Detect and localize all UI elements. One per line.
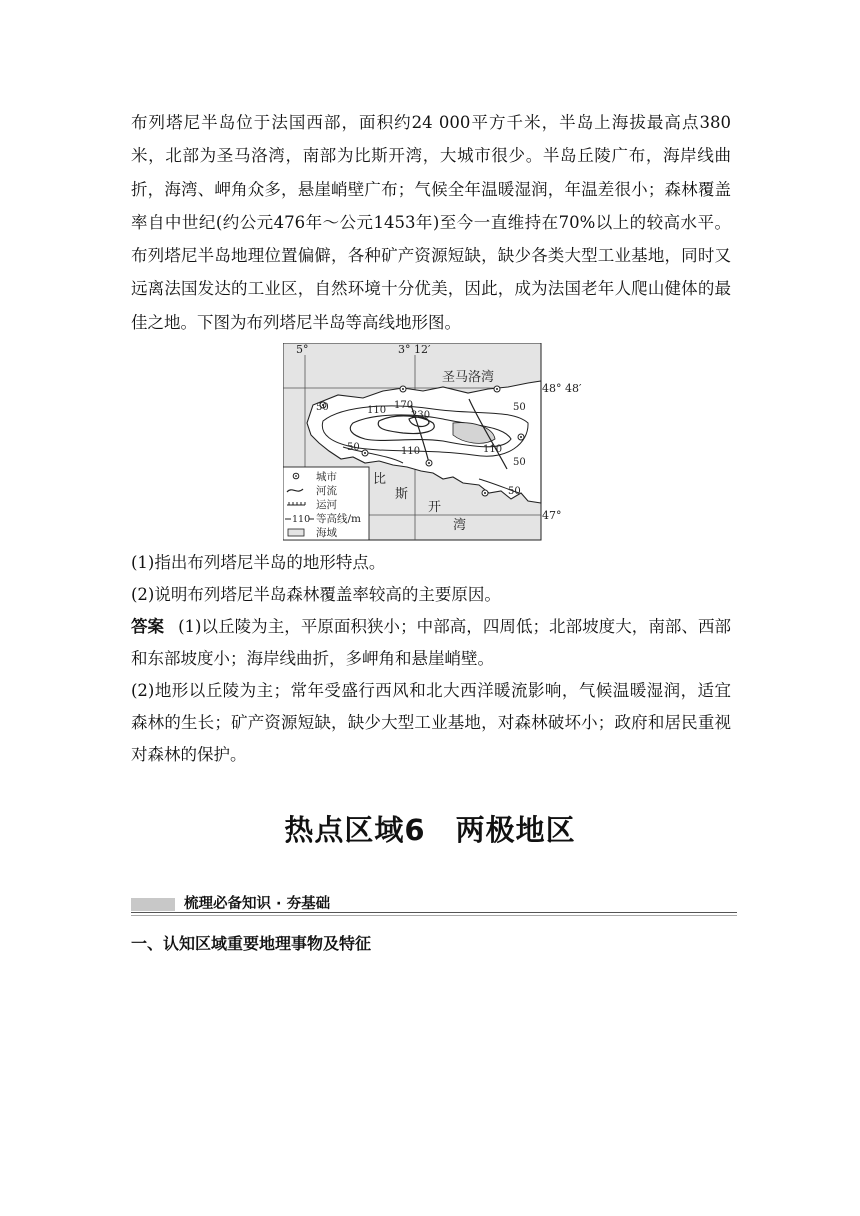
section-rule — [131, 915, 737, 916]
contour-label: 110 — [483, 444, 503, 455]
contour-label: 230 — [411, 410, 431, 421]
bay-south-char: 湾 — [453, 518, 467, 533]
section-label: 梳理必备知识 · 夯基础 — [184, 896, 331, 912]
legend-city-icon — [295, 475, 297, 477]
legend-label: 等高线/m — [316, 513, 361, 525]
answer-label: 答案 — [131, 617, 165, 636]
contour-label: 110 — [367, 405, 387, 416]
answer-2: (2)地形以丘陵为主；常年受盛行西风和北大西洋暖流影响，气候温暖湿润，适宜森林的生长；矿产资源短缺，缺少大型工业基地，对森林破坏小；政府和居民重视对森林的保护。 — [131, 681, 731, 764]
legend-sea-icon — [288, 529, 304, 536]
latitude-south-label: 47° — [542, 509, 562, 522]
section-rule — [131, 912, 737, 913]
question-1: (1)指出布列塔尼半岛的地形特点。 — [131, 553, 386, 572]
bay-north-label: 圣马洛湾 — [442, 370, 495, 385]
hotspot-title: 热点区域6 两极地区 — [284, 813, 576, 847]
contour-label: 50 — [513, 457, 526, 468]
bay-south-char: 开 — [428, 500, 442, 515]
subheading: 一、认知区域重要地理事物及特征 — [131, 934, 372, 953]
latitude-north-label: 48° 48′ — [542, 382, 582, 395]
section-marker-block — [131, 898, 175, 911]
question-answer-block — [131, 547, 731, 771]
contour-label: 170 — [394, 400, 414, 411]
legend-label: 海域 — [316, 527, 337, 539]
contour-label: 50 — [316, 402, 329, 413]
longitude-west-label: 5° — [296, 343, 309, 356]
contour-label: 50 — [347, 442, 360, 453]
longitude-east-label: 3° 12′ — [398, 343, 431, 356]
intro-text — [131, 106, 731, 339]
question-2: (2)说明布列塔尼半岛森林覆盖率较高的主要原因。 — [131, 585, 501, 604]
legend-label: 城市 — [316, 471, 337, 483]
bay-south-char: 斯 — [395, 487, 409, 502]
section-header — [131, 893, 737, 915]
intro-paragraph: 布列塔尼半岛位于法国西部，面积约24 000平方千米，半岛上海拔最高点380米，北部为圣马洛湾，南部为比斯开湾，大城市很少。半岛丘陵广布，海岸线曲折，海湾、岬角众多，悬崖峭壁广布；气候全年温暖湿润，年温差很小；森林覆盖率自中世纪(约公元476年～公元1453年)至今一直维持在70%以上的较高水平。布列塔尼半岛地理位置偏僻，各种矿产资源短缺，缺少各类大型工业基地，同时又远离法国发达的工业区，自然环境十分优美，因此，成为法国老年人爬山健体的最佳之地。下图为布列塔尼半岛等高线地形图。 — [131, 113, 731, 332]
contour-label: 110 — [401, 446, 421, 457]
legend-label: 运河 — [316, 499, 337, 511]
answer-1 — [131, 611, 731, 675]
contour-label: 50 — [508, 486, 521, 497]
legend-label: 河流 — [316, 485, 337, 497]
answer-1-text: (1)以丘陵为主，平原面积狭小；中部高，四周低；北部坡度大，南部、西部和东部坡度小；海岸线曲折，多岬角和悬崖峭壁。 — [131, 617, 732, 668]
legend-contour-value: 110 — [292, 514, 311, 525]
brittany-contour-map — [283, 343, 583, 541]
bay-south-char: 比 — [373, 472, 387, 487]
contour-label: 50 — [513, 402, 526, 413]
